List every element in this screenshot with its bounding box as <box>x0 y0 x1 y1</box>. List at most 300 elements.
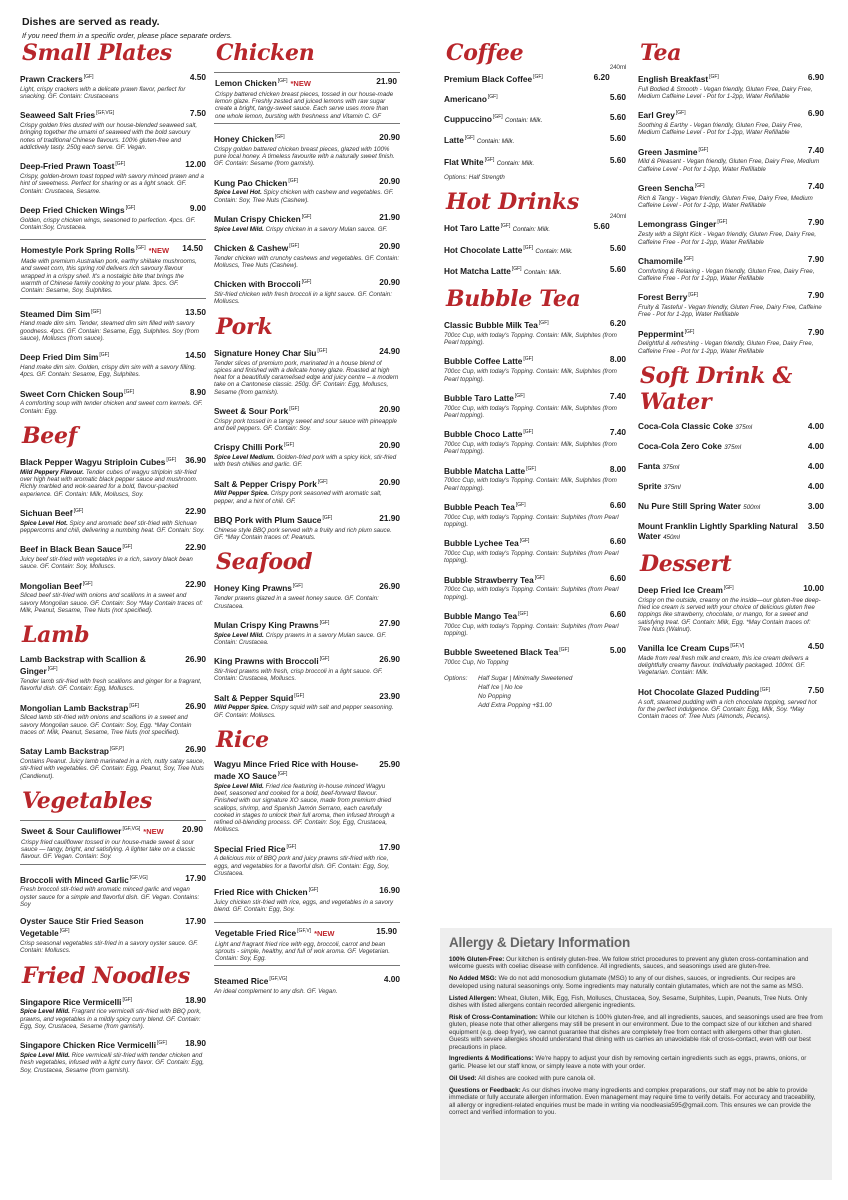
dietary-tag: [GF] <box>277 78 288 84</box>
item-title: Vanilla Ice Cream Cups <box>638 642 730 653</box>
item-name <box>214 513 379 525</box>
item-name <box>638 521 808 543</box>
menu-item <box>444 354 626 382</box>
item-price: 6.20 <box>593 72 610 82</box>
item-description <box>20 758 206 780</box>
spice-level: Mild Peppery Flavour. <box>20 468 84 476</box>
dietary-tag: [GF] <box>301 279 312 286</box>
item-name-row <box>638 685 824 697</box>
item-title: Mongolian Lamb Backstrap <box>20 702 129 713</box>
menu-item <box>444 464 626 492</box>
trace-note: *May Contain traces of: Milk, Peanut, Sesame, Tree Nuts (not specified). <box>20 721 192 736</box>
item-title: Chicken & Cashew <box>214 242 289 253</box>
item-name <box>638 461 808 473</box>
menu-item <box>638 481 824 493</box>
dietary-tag: [GF] <box>124 388 134 395</box>
item-name <box>214 277 379 289</box>
item-title: Deep-Fried Prawn Toast <box>20 161 115 172</box>
item-name-row <box>20 307 206 319</box>
description-text: Crispy pork seasoned with aromatic salt, pepper, and a hint of chili. GF. <box>214 490 382 505</box>
item-name <box>20 108 190 120</box>
item-price: 17.90 <box>379 841 400 852</box>
description-text: Full Bodied & Smooth - Vegan friendly, Gluten Free, Dairy Free, Medium Caffeine Level - Pot for 1-2pp, Water Refillable <box>638 85 813 101</box>
item-description <box>214 704 400 719</box>
description-text: Spicy and aromatic beef stir-fried with Sichuan peppercorns and chili, delivering a numbing heat. GF. Contain: Soy. <box>20 519 205 534</box>
item-note: Contain: Milk. <box>535 247 573 255</box>
description-text: A soft, steamed pudding with a rich chocolate topping, served hot for the perfect indulgence. GF. Contain: Egg, Milk, Soy. <box>638 698 817 713</box>
item-price: 4.00 <box>807 460 824 471</box>
item-name-row <box>20 455 206 467</box>
description-text: Crispy fried cauliflower tossed in our house-made sweet & sour sauce — tangy, bright, and satisfying. A lighter take on a classic flavour. GF. Vegan. Contain: Soy. <box>21 838 196 861</box>
item-price: 4.50 <box>189 72 206 82</box>
item-name-row <box>638 501 824 513</box>
item-title: Bubble Mango Tea <box>444 610 518 621</box>
item-title: Latte <box>444 135 464 146</box>
menu-item <box>214 277 400 305</box>
dietary-tag: [GF] <box>301 213 312 220</box>
item-description <box>20 173 206 195</box>
item-title: Sichuan Beef <box>20 507 73 518</box>
item-price: 20.90 <box>379 131 400 142</box>
item-name-row <box>20 1038 206 1050</box>
section-title-fried-noodles <box>22 963 206 989</box>
dietary-tag: [GF] <box>129 702 140 709</box>
description-text: Hand make dim sim. Golden, crispy dim sim with a savory filling. 4pcs. GF. Contain: Sesame, Egg, Sulphites. <box>20 364 197 379</box>
item-name-row <box>215 926 397 939</box>
section-title-text: Bubble Tea <box>446 286 581 313</box>
menu-item <box>638 421 824 433</box>
item-description <box>638 231 824 246</box>
description-text: Juicy beef stir-fried with vegetables in a rich, savory black bean sauce. GF. Contain: Soy, Molluscs. <box>20 556 193 571</box>
item-name-row <box>20 506 206 518</box>
description-text: Made with premium Australian pork, earthy shiitake mushrooms, and sweet corn, this spring roll delivers rich savoury flavour wrapped in a crispy shell. It's a nostalgic bite that brings the warmth of Chinese family cooking to your plate. 3pcs. GF. Contain: Sesame, Soy, Sulphites. <box>21 258 197 295</box>
item-name <box>20 455 185 467</box>
dietary-tag: [GF] <box>723 584 734 591</box>
item-name <box>214 654 379 666</box>
item-name-row <box>214 513 400 525</box>
item-title: Vegetable Fried Rice <box>215 927 297 938</box>
description-text: Chinese style BBQ pork served with a fruity and rich plum sauce. GF. <box>214 526 392 542</box>
item-description <box>20 592 206 614</box>
item-price: 7.40 <box>609 390 626 401</box>
item-name <box>444 112 610 126</box>
menu-item <box>638 181 824 209</box>
item-price: 18.90 <box>185 994 206 1005</box>
item-description <box>444 405 626 420</box>
dietary-tag: [GF] <box>166 456 177 463</box>
item-description <box>444 368 626 383</box>
item-name-row <box>20 654 206 676</box>
item-name <box>638 145 808 157</box>
item-description <box>214 255 400 270</box>
item-name-row <box>20 72 206 84</box>
item-price: 8.00 <box>609 463 626 474</box>
dietary-tag: [GF] <box>91 308 101 315</box>
menu-item <box>214 404 400 432</box>
item-title: Steamed Rice <box>214 976 269 987</box>
allergy-label: Oil Used: <box>449 1074 477 1082</box>
dietary-tag: [GF] <box>523 429 534 436</box>
description-text: Crispy battered chicken breast pieces, tossed in our house-made lemon glaze. Freshly zested and juiced lemons with raw sugar create a bright, tangy-sweet sauce. Each serve uses more than one whole lemon, bursting with freshness and Vitamin C. GF <box>215 90 394 120</box>
allergy-label: Listed Allergen: <box>449 994 497 1002</box>
item-name <box>444 645 610 657</box>
item-name <box>444 609 610 621</box>
section-title-text: Lamb <box>22 622 90 649</box>
item-description <box>215 941 397 963</box>
item-title: Green Sencha <box>638 182 694 193</box>
item-name <box>20 744 185 756</box>
dietary-tag: [GF] <box>274 133 285 140</box>
menu-item <box>20 108 206 151</box>
description-text: Fried rice featuring in-house minced Wagyu beef, seasoned and cooked for a bold, beef-forward flavour. Finished with our signature XO sauce, made from premium dried scallops, shrimp, and Spanish Jamón Serrano, each carefully cooked in stages to unlock their full aroma, then infused through a refined oil-blending process. GF. Contain: Soy, Egg, Crustacea, Molluscs. <box>214 782 395 834</box>
item-title: Singapore Rice Vermicelli <box>20 996 122 1007</box>
description-text: Juicy chicken stir-fried with rice, eggs, and vegetables in a savory blend. GF. Contain: Egg, Soy. <box>214 899 394 914</box>
allergy-paragraph <box>449 1055 823 1070</box>
menu-item <box>214 922 400 967</box>
item-name <box>444 221 594 235</box>
section-title-vegetables <box>22 788 206 814</box>
item-price: 6.60 <box>609 499 626 510</box>
description-text: Stir-fried prawns with fresh, crisp broccoli in a light sauce. GF. Contain: Crustacea, Molluscs. <box>214 667 383 683</box>
section-title-text: Vegetables <box>22 787 152 814</box>
new-badge: *NEW <box>314 928 335 938</box>
item-price: 8.00 <box>609 354 626 365</box>
item-title: Sweet Corn Chicken Soup <box>20 388 124 399</box>
item-name <box>20 307 185 319</box>
description-text: 700cc Cup, with today's Topping. Contain: Milk, Sulphites (from Pearl topping). <box>444 477 617 492</box>
item-title: Deep Fried Dim Sim <box>20 352 99 362</box>
allergy-paragraph <box>449 995 823 1010</box>
item-name <box>444 133 610 147</box>
item-name <box>444 500 610 512</box>
menu-item <box>638 254 824 282</box>
item-name <box>21 243 182 256</box>
item-description <box>638 268 824 283</box>
section-title-chicken <box>216 40 400 66</box>
item-name-row <box>444 155 626 169</box>
menu-item <box>638 441 824 453</box>
item-name <box>444 427 610 439</box>
item-title: Singapore Chicken Rice Vermicelli <box>20 1040 157 1051</box>
dietary-tag: [GF] <box>122 544 133 551</box>
dietary-tag: [GF] <box>675 110 686 117</box>
item-name <box>444 72 594 84</box>
option-line: No Popping <box>478 693 511 701</box>
menu-item <box>20 820 206 865</box>
item-name <box>20 506 185 518</box>
item-name-row <box>21 824 203 837</box>
item-name <box>444 536 610 548</box>
menu-item <box>638 521 824 543</box>
item-title: Chicken with Broccoli <box>214 279 301 290</box>
dietary-tag: [GF,VG] <box>96 110 114 117</box>
menu-item <box>444 221 626 235</box>
description-text: Crispy golden fries dusted with our house-blended seaweed salt, bringing together the umami of seaweed with the bold savoury notes of traditional Chinese flavours. 100% gluten-free and addictively tasty. 250g each serve. GF. Vegan. <box>20 122 198 152</box>
item-description <box>20 520 206 535</box>
item-description <box>638 158 824 173</box>
item-title: Lemongrass Ginger <box>638 219 717 230</box>
item-name-row <box>444 500 626 512</box>
item-name <box>215 926 376 939</box>
menu-item <box>214 759 400 834</box>
description-text: Fresh broccoli stir-fried with aromatic minced garlic and vegan oyster sauce for a simple and flavorful dish. GF. Vegan. Contains: Soy <box>20 886 200 908</box>
menu-item <box>20 239 206 298</box>
item-price: 7.90 <box>807 217 824 228</box>
spice-level: Mild Pepper Spice. <box>214 490 270 498</box>
item-title: Beef in Black Bean Sauce <box>20 544 122 555</box>
dietary-tag: [GF,P] <box>110 746 124 753</box>
item-name-row <box>444 354 626 366</box>
item-title: Americano <box>444 93 487 104</box>
item-price: 5.60 <box>609 133 626 144</box>
menu-item <box>20 654 206 692</box>
description-text: Rice vermicelli stir-fried with tender chicken and fresh vegetables, infused with a light curry flavor. GF. Contain: Egg, Soy, Crustacea, Sesame (from garnish). <box>20 1052 204 1074</box>
item-title: Homestyle Pork Spring Rolls <box>21 245 135 256</box>
menu-item <box>214 842 400 878</box>
dietary-tag: [GF] <box>135 245 146 252</box>
item-price: 26.90 <box>185 700 206 711</box>
item-name-row <box>214 477 400 489</box>
item-title: Premium Black Coffee <box>444 73 533 84</box>
item-title: Mongolian Beef <box>20 580 82 591</box>
dietary-tag: [GF] <box>709 74 719 80</box>
dietary-tag: [GF] <box>698 146 709 153</box>
dietary-tag: [GF] <box>683 255 694 262</box>
dietary-tag: [GF] <box>308 887 319 894</box>
item-title: Mulan Crispy King Prawns <box>214 619 319 630</box>
item-title: Special Fried Rice <box>214 843 286 854</box>
item-title: Bubble Taro Latte <box>444 392 514 403</box>
dietary-tag: [GF,VG] <box>269 976 288 983</box>
item-price: 7.50 <box>189 108 206 119</box>
item-description <box>214 899 400 914</box>
item-description <box>20 469 206 498</box>
item-description <box>214 418 400 433</box>
description-text: A comforting soup with tender chicken and sweet corn kernels. GF. Contain: Egg. <box>20 400 203 415</box>
item-price: 20.90 <box>379 476 400 487</box>
item-price: 6.90 <box>807 108 824 119</box>
item-name-row <box>638 254 824 266</box>
menu-item <box>444 391 626 419</box>
item-name-row <box>214 842 400 854</box>
description-text: Tender slices of premium pork, marinated in a house blend of spices and finished with a delicate honey glaze. Roasted at high heat for a beautifully caramelised edge and juicy centre – a modern take on a Cantonese classic. 250g. GF. Contain: Egg, Molluscs, Sesame (from garnish). <box>214 359 399 396</box>
dietary-tag: [GF] <box>511 266 522 273</box>
menu-item <box>444 609 626 637</box>
item-name <box>638 290 808 302</box>
section-title-lamb <box>22 622 206 648</box>
allergy-paragraph <box>449 975 823 990</box>
dietary-tag: [GF] <box>122 996 133 1003</box>
item-name <box>444 155 610 169</box>
item-name <box>444 92 610 104</box>
description-text: Tender lamb stir-fried with fresh scallions and ginger for a fragrant, flavorful dish. GF. Contain: Egg, Molluscs. <box>20 678 202 693</box>
item-note: 375ml <box>724 443 742 451</box>
spice-level: Spice Level Mild. <box>214 225 264 233</box>
item-name-row <box>214 212 400 224</box>
item-name-row <box>214 132 400 144</box>
item-description <box>444 514 626 529</box>
menu-item <box>444 427 626 455</box>
description-text: Tender cubes of wagyu striploin stir-fried over high heat with aromatic black pepper sauce and mushroom. Richly marbled and wok-seared for a bold, flavour-packed experience. GF. Contain: Milk, Molluscs, Soy. <box>20 468 198 498</box>
description-text: Crisp seasonal vegetables stir-fried in a savory oyster sauce. GF. Contain: Molluscs. <box>20 940 198 955</box>
spice-level: Spice Level Mild. <box>214 782 264 790</box>
item-name-row <box>20 159 206 171</box>
section-title-text: Chicken <box>216 40 315 66</box>
item-description <box>21 258 203 294</box>
menu-item <box>638 583 824 633</box>
item-name-row <box>20 873 206 885</box>
menu-notice: Dishes are served as ready. <box>22 16 160 28</box>
section-title-hot-drinks <box>446 188 626 220</box>
item-price: 10.00 <box>803 582 824 593</box>
item-price: 20.90 <box>379 404 400 414</box>
volume-label: 240ml <box>609 212 626 220</box>
menu-item <box>638 145 824 173</box>
menu-item <box>214 477 400 505</box>
description-text: 700cc Cup, with today's Topping. Contain: Sulphites (from Pearl topping). <box>444 622 619 638</box>
item-name-row <box>20 744 206 756</box>
dietary-tag: [GF] <box>294 692 305 699</box>
item-name-row <box>214 885 400 897</box>
menu-item <box>444 133 626 147</box>
options-list <box>478 674 572 710</box>
dietary-tag: [GF] <box>514 392 525 399</box>
item-title: Satay Lamb Backstrap <box>20 746 110 757</box>
item-name-row <box>638 327 824 339</box>
item-price: 5.60 <box>609 155 626 166</box>
description-text: Golden-fried pork with a spicy kick, stir-fried with fresh chillies and garlic. GF. <box>214 454 397 469</box>
menu-item <box>20 387 206 415</box>
description-text: Fragrant rice vermicelli stir-fried with BBQ pork, prawns, and vegetables in a mildly spicy curry blend. GF. Contain: Egg, Soy, Crustacea, Sesame (from garnish). <box>20 1008 202 1030</box>
spice-level: Spice Level Medium. <box>214 454 275 462</box>
item-title: Cuppuccino <box>444 113 492 124</box>
dietary-tag: [GF] <box>523 244 534 251</box>
menu-item <box>444 264 626 278</box>
menu-item <box>638 217 824 245</box>
menu-item <box>214 885 400 913</box>
description-text: Spicy chicken with cashew and vegetables. GF. Contain: Soy, Tree Nuts (Cashew). <box>214 189 394 204</box>
description-text: Golden, crispy chicken wings, seasoned to perfection. 4pcs. GF. Contain:Soy, Crustacea. <box>20 216 196 232</box>
item-description <box>214 632 400 647</box>
item-price: 21.90 <box>376 76 397 86</box>
item-price: 7.90 <box>807 290 824 301</box>
item-description <box>638 655 824 677</box>
item-name <box>20 203 190 215</box>
item-price: 17.90 <box>185 872 206 883</box>
item-description <box>20 320 206 342</box>
menu-item <box>20 1038 206 1074</box>
allergy-paragraph <box>449 1014 823 1051</box>
item-price: 3.50 <box>807 520 824 531</box>
allergy-label: Questions or Feedback: <box>449 1086 521 1094</box>
menu-item <box>638 461 824 473</box>
spice-level: Spice Level Hot. <box>214 189 262 197</box>
item-price: 7.50 <box>807 684 824 695</box>
item-description <box>444 477 626 492</box>
description-text: Crispy pork tossed in a tangy sweet and sour sauce with pineapple and bell peppers. GF. Contain: Soy. <box>214 417 397 433</box>
item-title: Bubble Peach Tea <box>444 501 515 512</box>
description-text: Crispy, golden-brown toast topped with savory minced prawn and a hint of sweetness. Perfect for sharing or as a light snack. GF. Contain: Crustacea, Sesame. <box>20 173 204 195</box>
item-price: 7.90 <box>807 326 824 337</box>
menu-item <box>214 241 400 269</box>
item-note: 375ml <box>662 463 680 471</box>
dietary-tag: [GF] <box>82 580 93 587</box>
item-title: Kung Pao Chicken <box>214 177 288 188</box>
section-title-text: Small Plates <box>22 40 172 66</box>
allergy-title: Allergy & Dietary Information <box>449 935 630 950</box>
item-name <box>214 618 379 630</box>
item-name <box>20 873 185 885</box>
dietary-tag: [GF] <box>59 928 70 935</box>
description-text: Tender chicken with crunchy cashews and vegetables. GF. Contain: Molluscs, Tree Nuts (Cashew). <box>214 254 400 270</box>
item-name-row <box>214 974 400 986</box>
item-price: 20.90 <box>379 175 400 186</box>
item-name <box>20 387 190 399</box>
item-name <box>638 108 808 120</box>
dietary-tag: [GF] <box>538 320 549 327</box>
item-title: Steamed Dim Sim <box>20 308 91 319</box>
description-text: Light and fragrant fried rice with egg, broccoli, carrot and bean sprouts - simple, healthy, and full of wok aroma. GF. Vegetarian. Contain: Soy, Egg. <box>215 940 390 963</box>
item-name-row <box>444 243 626 257</box>
item-name-row <box>444 645 626 657</box>
item-title: Chamomile <box>638 255 683 266</box>
section-title-coffee <box>446 40 626 71</box>
allergy-text: Wheat, Gluten, Milk, Egg, Fish, Molluscs, Chustacea, Soy, Sesame, Sulphites, Lupin, Peanuts, Tree Nuts. Only dishes with listed allergens contain recorded allergenic ingredients. <box>449 994 808 1010</box>
item-title: Crispy Chilli Pork <box>214 442 284 453</box>
item-description <box>638 304 824 319</box>
item-title: Earl Grey <box>638 110 675 121</box>
dietary-tag: [GF] <box>317 347 328 354</box>
dietary-tag: [GF] <box>319 619 330 626</box>
item-description <box>20 1052 206 1074</box>
item-price: 21.90 <box>379 211 400 222</box>
item-price: 4.00 <box>807 440 824 451</box>
item-description <box>20 217 206 232</box>
item-price: 22.90 <box>185 542 206 553</box>
item-name <box>20 579 185 591</box>
section-title-bubble-tea <box>446 286 626 312</box>
allergy-label: No Added MSG: <box>449 975 497 983</box>
item-name <box>214 477 379 489</box>
item-name <box>638 641 808 653</box>
item-name <box>444 318 610 330</box>
section-title-text: Fried Noodles <box>22 962 190 989</box>
item-title: Sweet & Sour Cauliflower <box>21 825 122 836</box>
item-title: Peppermint <box>638 328 684 339</box>
description-text: 700cc Cup, with today's Topping. Contain: Milk, Sulphites (from Pearl topping). <box>444 331 617 347</box>
item-name-row <box>214 176 400 188</box>
menu-item <box>20 744 206 780</box>
item-price: 20.90 <box>182 823 203 834</box>
spice-level: Spice Level Mild. <box>20 1052 70 1060</box>
item-title: Bubble Sweetened Black Tea <box>444 647 559 658</box>
item-price: 5.60 <box>609 111 626 122</box>
item-name-row <box>444 133 626 147</box>
item-price: 6.60 <box>609 536 626 547</box>
menu-item <box>638 290 824 318</box>
volume-label: 240ml <box>609 64 626 71</box>
menu-item <box>444 155 626 169</box>
dietary-tag: [GF] <box>157 1040 167 1047</box>
dietary-tag: [GF] <box>322 515 333 522</box>
menu-item <box>214 581 400 609</box>
item-price: 16.90 <box>379 885 400 896</box>
dietary-tag: [GF] <box>518 611 528 617</box>
item-name-row <box>638 290 824 302</box>
item-note: Contain: Milk. <box>523 269 562 277</box>
description-text: Fruity & Tasteful - Vegan friendly, Gluten Free, Dairy Free, Caffeine Free - Pot for 1-2pp, Water Refillable <box>638 303 822 319</box>
menu-item <box>20 350 206 378</box>
